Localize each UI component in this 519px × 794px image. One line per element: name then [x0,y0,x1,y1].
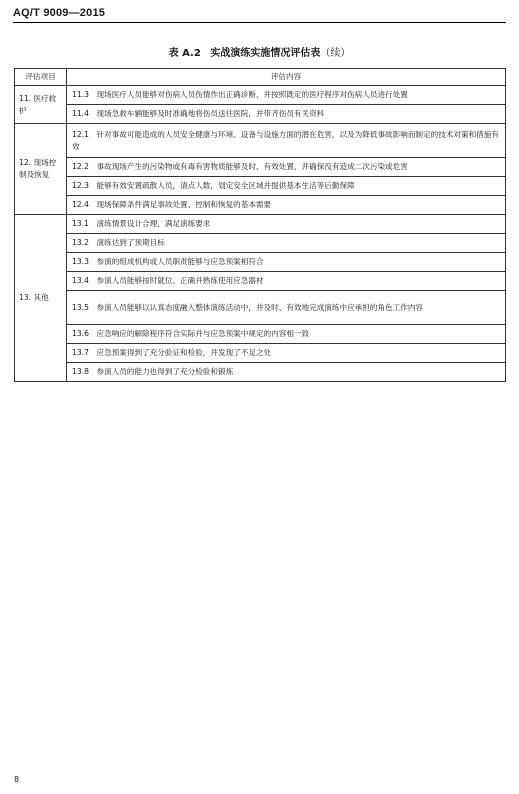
evaluation-content: 13.1 演练情景设计合理，满足演练要求 [67,215,506,234]
evaluation-content: 11.3 现场医疗人员能够对伤病人员伤情作出正确诊断，并按照既定的医疗程序对伤病人员进行处置 [67,86,506,105]
table-row [15,325,506,344]
evaluation-content: 12.4 现场保障条件满足事故处置、控制和恢复的基本需要 [67,196,506,215]
evaluation-content: 13.3 参演的组成机构或人员职责能够与应急预案相符合 [67,253,506,272]
evaluation-content: 13.6 应急响应的解除程序符合实际并与应急预案中规定的内容相一致 [67,325,506,344]
table-row [15,253,506,272]
evaluation-content: 13.8 参演人员的能力也得到了充分检验和锻炼 [67,363,506,382]
table-row [15,291,506,325]
evaluation-content: 12.1 针对事故可能造成的人员安全健康与环境、设备与设施方面的潜在危害，以及为降低事故影响而制定的技术对策和措施有效 [67,124,506,158]
table-caption [0,44,519,59]
table-row [15,215,506,234]
table-row [15,158,506,177]
column-header-content: 评估内容 [67,69,506,86]
table-caption-title: 实战演练实施情况评估表 [210,48,321,59]
evaluation-content: 12.3 能够有效安置疏散人员，清点人数，划定安全区域并提供基本生活等后勤保障 [67,177,506,196]
page-number: 8 [14,775,20,784]
table-row [15,344,506,363]
table-row [15,363,506,382]
evaluation-table [14,68,506,382]
table-row [15,272,506,291]
evaluation-content: 12.2 事故现场产生的污染物或有毒有害物质能够及时、有效处置，并确保没有造成二次污染或危害 [67,158,506,177]
doc-header: AQ/T 9009—2015 [13,7,106,19]
table-caption-suffix: （续） [320,48,351,59]
table-row [15,124,506,158]
evaluation-content: 13.2 演练达到了预期目标 [67,234,506,253]
table-header-row [15,69,506,86]
table-caption-label: 表 A.2 [168,48,201,59]
column-header-item: 评估项目 [15,69,67,86]
table-row [15,234,506,253]
group-item-label: 13. 其他 [15,215,67,382]
evaluation-content: 13.5 参演人员能够以认真态度融入整体演练活动中，并及时、有效地完成演练中应承担的角色工作内容 [67,291,506,325]
table-row [15,105,506,124]
evaluation-content: 13.4 参演人员能够按时就位、正确并熟练使用应急器材 [67,272,506,291]
group-item-label: 11. 医疗救护 [15,86,67,124]
evaluation-content: 11.4 现场急救车辆能够及时准确地将伤员送往医院，并带齐伤员有关资料 [67,105,506,124]
evaluation-content: 13.7 应急预案得到了充分验证和检验，并发现了不足之处 [67,344,506,363]
table-row [15,196,506,215]
group-item-label: 12. 现场控制及恢复 [15,124,67,215]
header-rule [13,22,506,23]
table-row [15,86,506,105]
table-row [15,177,506,196]
